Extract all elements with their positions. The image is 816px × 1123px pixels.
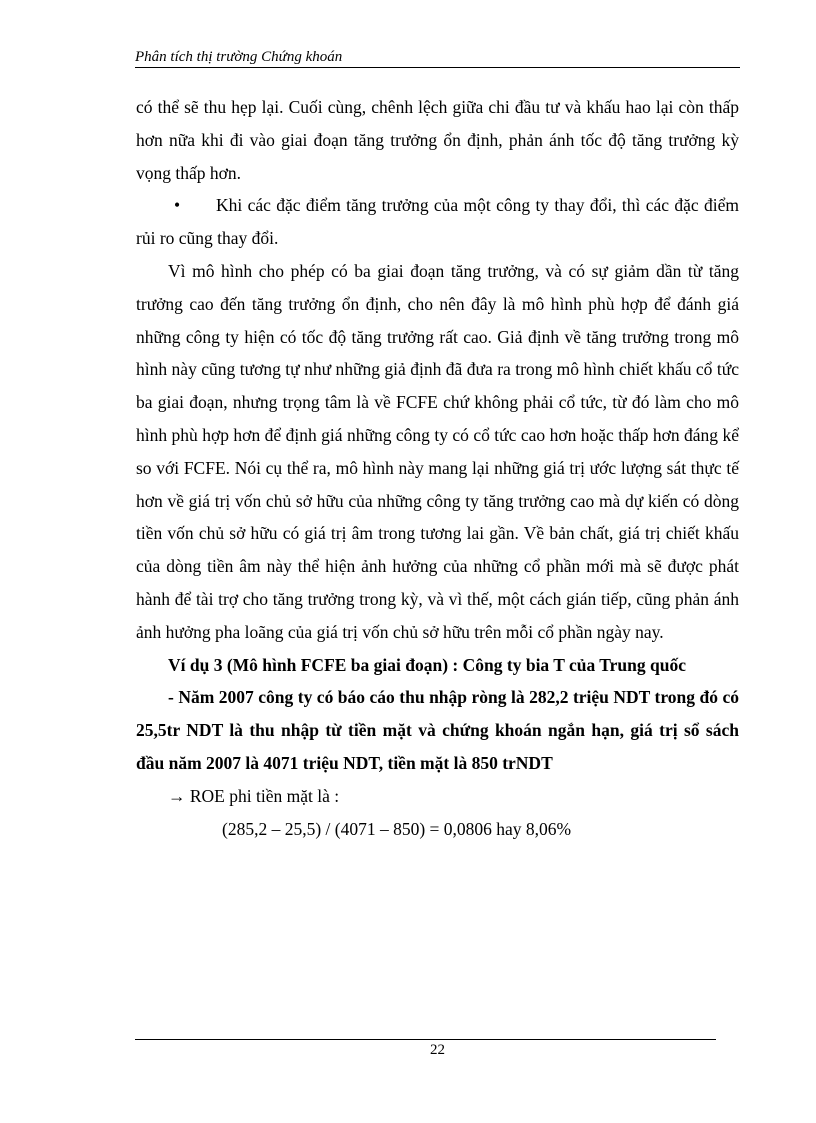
page-number: 22 xyxy=(430,1042,445,1058)
paragraph-model-description: Vì mô hình cho phép có ba giai đoạn tăng trưởng, và có sự giảm dần từ tăng trưởng cao đến tăng trưởng ổn định, cho nên đây là mô hình phù hợp để đánh giá những công ty hiện có tốc độ tăng trưởng rất cao. Giả định về tăng trưởng trong mô hình này cũng tương tự như những giả định đã đưa ra trong mô hình chiết khấu cổ tức ba giai đoạn, nhưng trọng tâm là về FCFE chứ không phải cổ tức, từ đó làm cho mô hình phù hợp hơn để định giá những công ty có cổ tức cao hơn hoặc thấp hơn đáng kể so với FCFE. Nói cụ thể ra, mô hình này mang lại những giá trị ước lượng sát thực tế hơn về giá trị vốn chủ sở hữu của những công ty tăng trưởng cao mà dự kiến có dòng tiền vốn chủ sở hữu có giá trị âm trong tương lai gần. Về bản chất, giá trị chiết khấu của dòng tiền âm này thể hiện ảnh hưởng của những cổ phần mới mà sẽ được phát hành để tài trợ cho tăng trưởng trong kỳ, và vì thế, một cách gián tiếp, cũng phản ánh ảnh hưởng pha loãng của giá trị vốn chủ sở hữu trên mỗi cổ phần ngày nay. xyxy=(136,260,739,642)
paragraph-continuation: có thể sẽ thu hẹp lại. Cuối cùng, chênh lệch giữa chi đầu tư và khấu hao lại còn thấp hơn nữa khi đi vào giai đoạn tăng trưởng ổn định, phản ánh tốc độ tăng trưởng kỳ vọng thấp hơn. xyxy=(136,97,739,183)
example-title: Ví dụ 3 (Mô hình FCFE ba giai đoạn) : Công ty bia T của Trung quốc xyxy=(168,654,686,675)
bullet-item xyxy=(136,189,739,255)
header-rule xyxy=(135,67,740,68)
running-header: Phân tích thị trường Chứng khoán xyxy=(135,49,343,65)
bullet-icon: • xyxy=(174,195,181,216)
bullet-text: Khi các đặc điểm tăng trưởng của một công ty thay đổi, thì các đặc điểm rủi ro cũng thay đổi. xyxy=(136,195,739,249)
page-body xyxy=(136,91,739,845)
roe-note: → ROE phi tiền mặt là : xyxy=(168,785,340,806)
example-body: - Năm 2007 công ty có báo cáo thu nhập ròng là 282,2 triệu NDT trong đó có 25,5tr NDT là thu nhập từ tiền mặt và chứng khoán ngắn hạn, giá trị sổ sách đầu năm 2007 là 4071 triệu NDT, tiền mặt là 850 trNDT xyxy=(136,687,739,773)
roe-formula: (285,2 – 25,5) / (4071 – 850) = 0,0806 hay 8,06% xyxy=(222,818,572,839)
